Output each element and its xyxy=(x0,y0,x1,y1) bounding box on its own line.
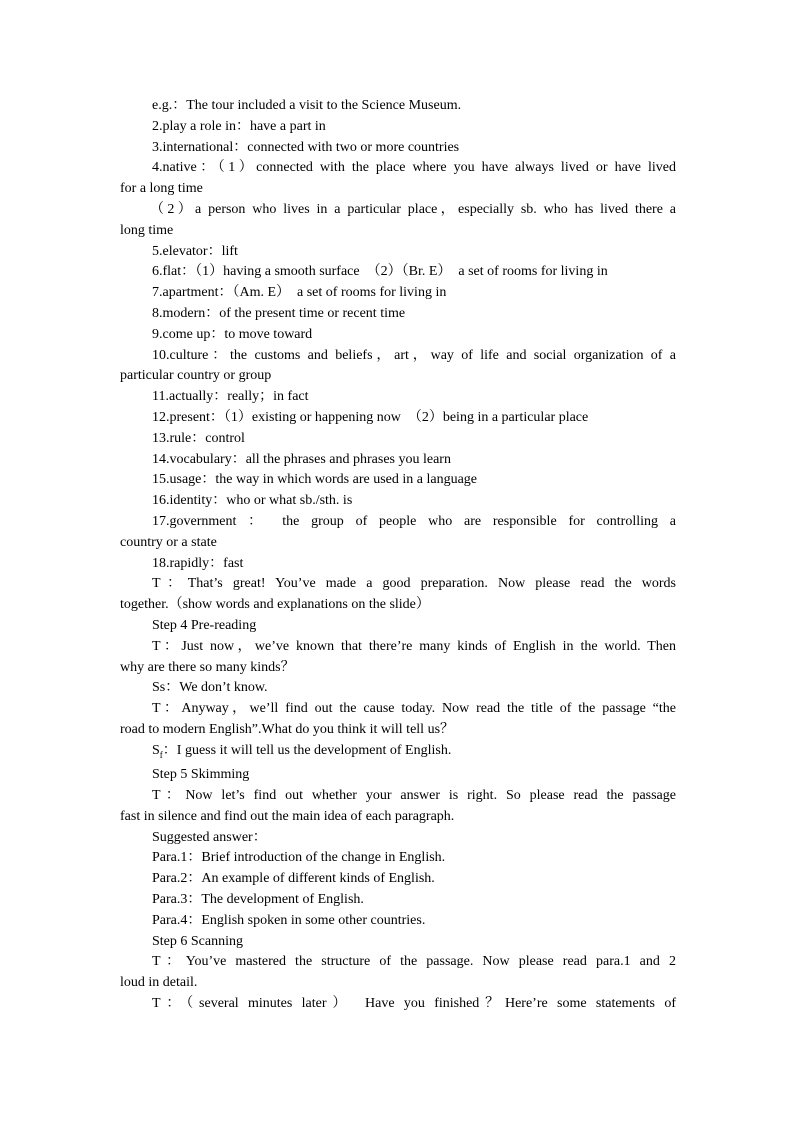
text-line: T：Anyway，we’ll find out the cause today. Now read the title of the passage “the xyxy=(152,701,676,717)
section-heading: Step 5 Skimming xyxy=(152,767,250,783)
text-line: 14.vocabulary：all the phrases and phrases you learn xyxy=(152,451,451,467)
text-line: Suggested answer： xyxy=(152,829,267,845)
text-line: 13.rule：control xyxy=(152,430,245,446)
text-line: Para.1：Brief introduction of the change in English. xyxy=(152,850,446,866)
text-line: 2.play a role in：have a part in xyxy=(152,118,326,134)
text-line: 11.actually：really；in fact xyxy=(152,389,309,405)
text-line: T：That’s great! You’ve made a good preparation. Now please read the words xyxy=(152,576,676,592)
text-line: T：Just now，we’ve known that there’re many kinds of English in the world. Then xyxy=(152,638,676,654)
text-line: 8.modern：of the present time or recent time xyxy=(152,305,406,321)
text-line: Para.4：English spoken in some other countries. xyxy=(152,912,426,928)
text-line: fast in silence and find out the main idea of each paragraph. xyxy=(120,808,455,824)
text-line: 17.government ： the group of people who are responsible for controlling a xyxy=(152,513,676,529)
text-line: country or a state xyxy=(120,534,217,550)
text-line: road to modern English”.What do you think it will tell us？ xyxy=(120,721,455,737)
text-line: 6.flat：（1）having a smooth surface （2）（Br. E） a set of rooms for living in xyxy=(152,264,608,280)
section-heading: Step 6 Scanning xyxy=(152,933,243,949)
text-line: why are there so many kinds？ xyxy=(120,659,295,675)
text-line: 12.present：（1）existing or happening now （2）being in a particular place xyxy=(152,409,589,425)
text-line: Para.2：An example of different kinds of English. xyxy=(152,871,435,887)
text-line: 7.apartment：（Am. E） a set of rooms for living in xyxy=(152,285,447,301)
text-line: （2）a person who lives in a particular place，especially sb. who has lived there a xyxy=(150,201,676,217)
text-line: 4.native：（1）connected with the place where you have always lived or have lived xyxy=(152,160,676,176)
text-content: ：I guess it will tell us the development of English. xyxy=(162,742,452,758)
text-line: 15.usage：the way in which words are used in a language xyxy=(152,472,478,488)
text-line: 9.come up：to move toward xyxy=(152,326,313,342)
text-line: 18.rapidly：fast xyxy=(152,555,244,571)
text-line: 10.culture：the customs and beliefs，art，way of life and social organization of a xyxy=(152,347,676,363)
text-line: Ss：We don’t know. xyxy=(152,680,268,696)
text-line: particular country or group xyxy=(120,368,272,384)
text-line: together.（show words and explanations on the slide） xyxy=(120,597,430,613)
section-heading: Step 4 Pre-reading xyxy=(152,617,257,633)
text-line: Para.3：The development of English. xyxy=(152,892,364,908)
text-line: T：（several minutes later） Have you finished？Here’re some statements of xyxy=(152,996,676,1012)
text-line: 3.international：connected with two or more countries xyxy=(152,139,460,155)
text-line xyxy=(120,741,676,766)
text-line: T：Now let’s find out whether your answer is right. So please read the passage xyxy=(152,788,676,804)
text-line: e.g.：The tour included a visit to the Science Museum. xyxy=(152,98,462,113)
document-page xyxy=(120,96,676,1015)
speaker-label: S xyxy=(152,742,160,758)
text-line: loud in detail. xyxy=(120,975,198,991)
speaker-subscript: f xyxy=(159,749,163,760)
text-line: 16.identity：who or what sb./sth. is xyxy=(152,493,353,509)
text-line: 5.elevator：lift xyxy=(152,243,238,259)
text-line: T：You’ve mastered the structure of the passage. Now please read para.1 and 2 xyxy=(152,954,676,970)
text-line: for a long time xyxy=(120,181,203,197)
text-line: long time xyxy=(120,222,174,238)
